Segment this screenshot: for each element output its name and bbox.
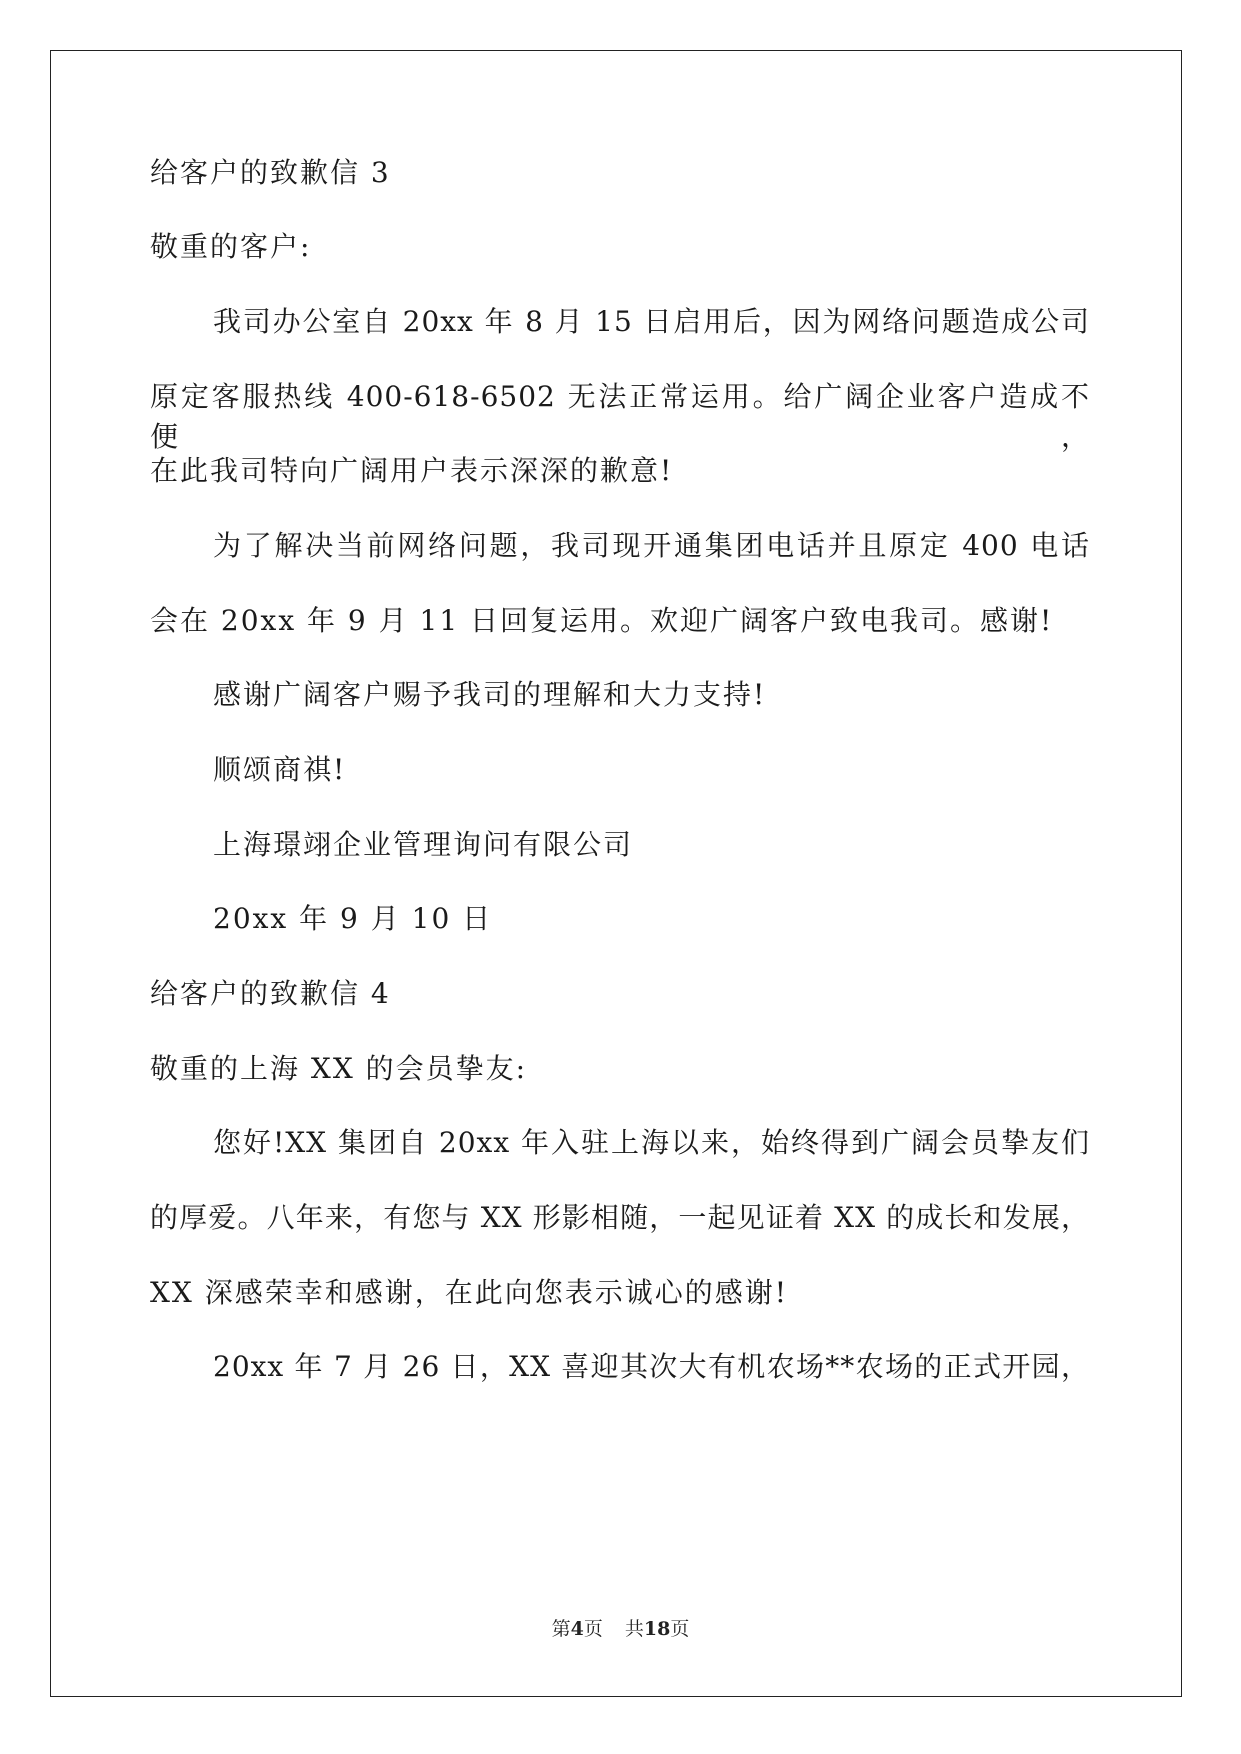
letter-3-closing: 顺颂商祺! — [213, 753, 347, 786]
letter-3-paragraph-1-line-3: 在此我司特向广阔用户表示深深的歉意! — [150, 454, 674, 487]
letter-3-paragraph-3: 感谢广阔客户赐予我司的理解和大力支持! — [213, 678, 767, 711]
letter-4-paragraph-1-line-3: XX 深感荣幸和感谢，在此向您表示诚心的感谢! — [150, 1276, 789, 1309]
letter-3-paragraph-2-line-1: 为了解决当前网络问题，我司现开通集团电话并且原定 400 电话 — [213, 529, 1090, 562]
letter-4-paragraph-1-line-1: 您好!XX 集团自 20xx 年入驻上海以来，始终得到广阔会员挚友们 — [213, 1126, 1090, 1159]
footer-page-prefix: 第 — [551, 1618, 571, 1640]
letter-4-paragraph-2-line-1: 20xx 年 7 月 26 日，XX 喜迎其次大有机农场**农场的正式开园， — [213, 1350, 1090, 1383]
letter-3-paragraph-1-line-2: 原定客服热线 400-618-6502 无法正常运用。给广阔企业客户造成不便， — [150, 380, 1090, 453]
letter-3-heading: 给客户的致歉信 3 — [150, 156, 391, 189]
letter-3-salutation: 敬重的客户: — [150, 230, 312, 263]
footer-page-suffix: 页 — [583, 1618, 603, 1640]
page-footer — [0, 1616, 1241, 1642]
page-border — [50, 50, 1182, 1697]
footer-total-suffix: 页 — [670, 1618, 690, 1640]
letter-4-paragraph-1-line-2: 的厚爱。八年来，有您与 XX 形影相随，一起见证着 XX 的成长和发展， — [150, 1201, 1090, 1234]
letter-3-date: 20xx 年 9 月 10 日 — [213, 902, 493, 935]
letter-3-paragraph-2-line-2: 会在 20xx 年 9 月 11 日回复运用。欢迎广阔客户致电我司。感谢! — [150, 604, 1054, 637]
letter-3-paragraph-1-line-1: 我司办公室自 20xx 年 8 月 15 日启用后，因为网络问题造成公司 — [213, 305, 1090, 338]
footer-page-number: 4 — [570, 1618, 584, 1640]
letter-4-salutation: 敬重的上海 XX 的会员挚友: — [150, 1052, 528, 1085]
letter-4-heading: 给客户的致歉信 4 — [150, 977, 391, 1010]
letter-3-company: 上海璟翊企业管理询问有限公司 — [213, 828, 634, 861]
footer-total-prefix: 共 — [624, 1618, 644, 1640]
footer-total-number: 18 — [643, 1618, 671, 1640]
